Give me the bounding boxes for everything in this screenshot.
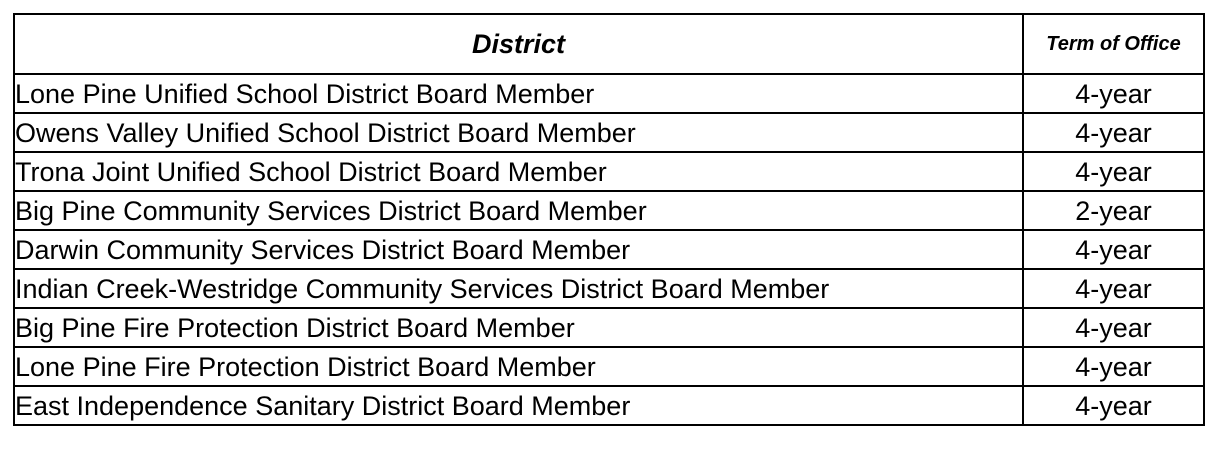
term-cell: 2-year <box>1023 191 1204 230</box>
district-cell: Indian Creek-Westridge Community Services District Board Member <box>14 269 1023 308</box>
table-row <box>14 308 1204 347</box>
term-cell: 4-year <box>1023 269 1204 308</box>
district-cell: Big Pine Community Services District Board Member <box>14 191 1023 230</box>
table-row <box>14 347 1204 386</box>
table-row <box>14 113 1204 152</box>
term-cell: 4-year <box>1023 152 1204 191</box>
district-terms-table <box>13 13 1205 426</box>
term-cell: 4-year <box>1023 230 1204 269</box>
table-row <box>14 386 1204 425</box>
district-cell: East Independence Sanitary District Board Member <box>14 386 1023 425</box>
table-body <box>14 74 1204 425</box>
header-row <box>14 14 1204 74</box>
district-cell: Big Pine Fire Protection District Board Member <box>14 308 1023 347</box>
table-row <box>14 74 1204 113</box>
district-cell: Trona Joint Unified School District Board Member <box>14 152 1023 191</box>
district-cell: Owens Valley Unified School District Board Member <box>14 113 1023 152</box>
table-row <box>14 269 1204 308</box>
term-cell: 4-year <box>1023 74 1204 113</box>
district-cell: Darwin Community Services District Board Member <box>14 230 1023 269</box>
table-row <box>14 152 1204 191</box>
term-cell: 4-year <box>1023 308 1204 347</box>
table-row <box>14 230 1204 269</box>
header-term-of-office: Term of Office <box>1023 14 1204 74</box>
table-header <box>14 14 1204 74</box>
district-cell: Lone Pine Fire Protection District Board Member <box>14 347 1023 386</box>
term-cell: 4-year <box>1023 386 1204 425</box>
term-cell: 4-year <box>1023 347 1204 386</box>
table-row <box>14 191 1204 230</box>
district-cell: Lone Pine Unified School District Board Member <box>14 74 1023 113</box>
term-cell: 4-year <box>1023 113 1204 152</box>
header-district: District <box>14 14 1023 74</box>
